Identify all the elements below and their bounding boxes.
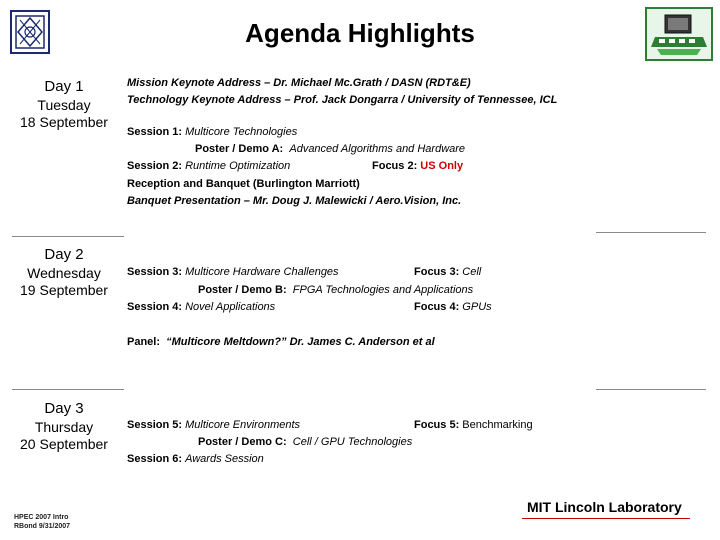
- panel-label: Panel:: [127, 336, 161, 348]
- footer-slide-info: [14, 513, 70, 531]
- demo-label: Poster / Demo A:: [195, 143, 284, 155]
- session-label: Session 5:: [127, 419, 183, 431]
- day-1-label: [8, 77, 120, 131]
- focus-label: Focus 2:: [372, 160, 418, 172]
- day-weekday: Thursday: [34, 419, 94, 435]
- technology-keynote: Technology Keynote Address – Prof. Jack Dongarra / University of Tennessee, ICL: [127, 94, 558, 106]
- focus-label: Focus 5:: [414, 419, 460, 431]
- focus-topic: US Only: [420, 160, 464, 172]
- demo-label: Poster / Demo C:: [198, 436, 287, 448]
- day-name: Day 3: [44, 400, 84, 417]
- session-label: Session 1:: [127, 126, 183, 138]
- focus-4: [414, 299, 492, 316]
- divider-right: [596, 232, 706, 233]
- reception-banquet: Reception and Banquet (Burlington Marriott): [127, 178, 360, 190]
- divider-left: [12, 236, 124, 237]
- session-6: [127, 451, 264, 468]
- session-4: [127, 299, 275, 316]
- session-topic: Runtime Optimization: [185, 160, 291, 172]
- session-label: Session 6:: [127, 453, 183, 465]
- session-3: [127, 264, 339, 281]
- session-topic: Multicore Technologies: [185, 126, 298, 138]
- focus-label: Focus 3:: [414, 266, 460, 278]
- session-topic: Multicore Environments: [185, 419, 301, 431]
- session-label: Session 3:: [127, 266, 183, 278]
- footer-line-1: HPEC 2007 Intro: [14, 514, 69, 521]
- day-2-label: [8, 245, 120, 299]
- demo-label: Poster / Demo B:: [198, 284, 287, 296]
- session-topic: Awards Session: [185, 453, 264, 465]
- day-date: 18 September: [20, 114, 108, 130]
- panel-topic: “Multicore Meltdown?” Dr. James C. Anderson et al: [166, 336, 435, 348]
- day-date: 20 September: [20, 436, 108, 452]
- day-weekday: Tuesday: [37, 97, 91, 113]
- session-topic: Novel Applications: [185, 301, 276, 313]
- focus-2: [372, 158, 463, 175]
- demo-topic: Advanced Algorithms and Hardware: [289, 143, 466, 155]
- poster-demo-b: [198, 282, 473, 299]
- footer-organization: MIT Lincoln Laboratory: [527, 499, 682, 515]
- day-3-label: [8, 399, 120, 453]
- footer-line-2: RBond 9/31/2007: [14, 523, 71, 530]
- session-1: [127, 124, 297, 141]
- focus-label: Focus 4:: [414, 301, 460, 313]
- session-label: Session 4:: [127, 301, 183, 313]
- session-2: [127, 158, 290, 175]
- mission-keynote: Mission Keynote Address – Dr. Michael Mc.Grath / DASN (RDT&E): [127, 77, 471, 89]
- day-date: 19 September: [20, 282, 108, 298]
- session-label: Session 2:: [127, 160, 183, 172]
- poster-demo-a: [195, 141, 465, 158]
- divider-left: [12, 389, 124, 390]
- poster-demo-c: [198, 434, 412, 451]
- focus-topic: GPUs: [462, 301, 492, 313]
- divider-right: [596, 389, 706, 390]
- day-name: Day 1: [44, 78, 84, 95]
- panel: [127, 334, 435, 351]
- focus-5: [414, 417, 533, 434]
- banquet-presentation: Banquet Presentation – Mr. Doug J. Malewicki / Aero.Vision, Inc.: [127, 195, 462, 207]
- page-title: Agenda Highlights: [245, 18, 475, 48]
- day-name: Day 2: [44, 246, 84, 263]
- focus-topic: Cell: [462, 266, 482, 278]
- focus-topic: Benchmarking: [462, 419, 533, 431]
- focus-3: [414, 264, 481, 281]
- session-5: [127, 417, 300, 434]
- demo-topic: Cell / GPU Technologies: [292, 436, 413, 448]
- session-topic: Multicore Hardware Challenges: [185, 266, 339, 278]
- demo-topic: FPGA Technologies and Applications: [292, 284, 474, 296]
- day-weekday: Wednesday: [27, 265, 101, 281]
- footer-divider: [522, 518, 690, 519]
